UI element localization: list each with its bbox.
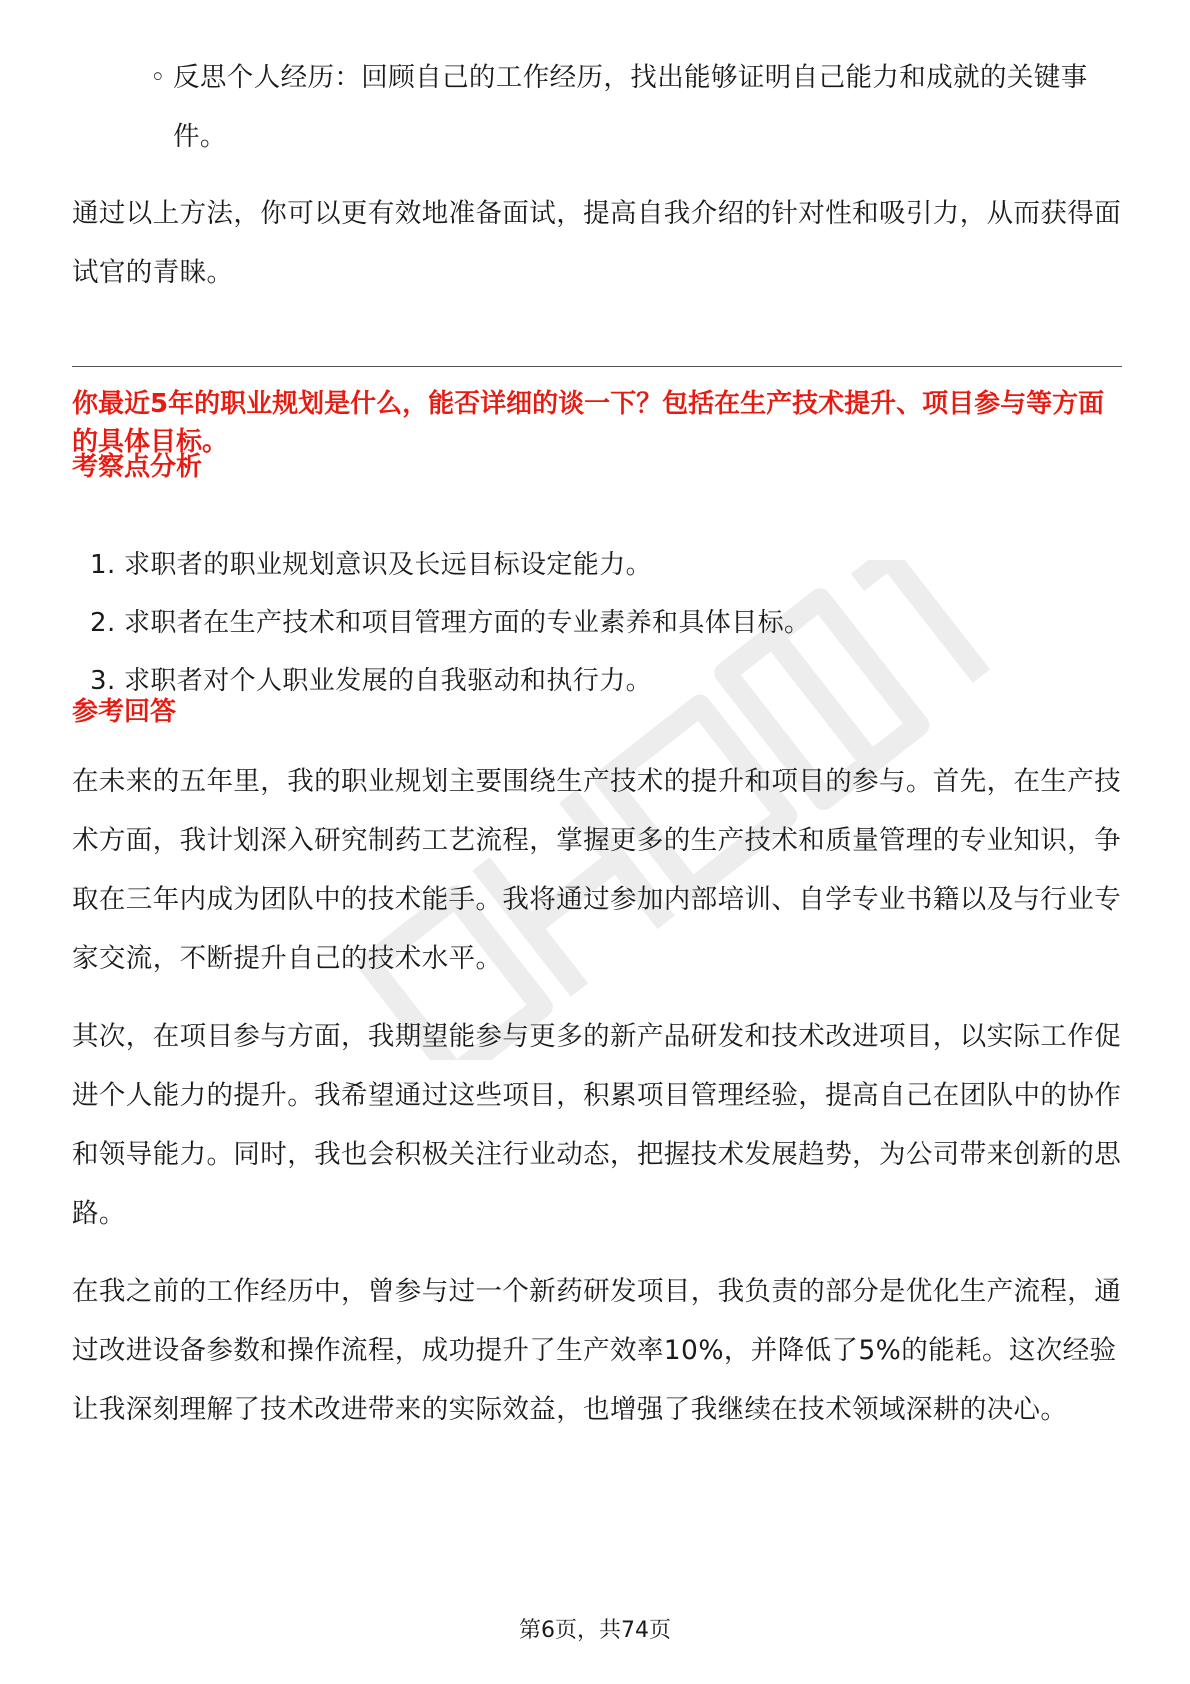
analysis-item-1 — [72, 546, 1122, 604]
answer-paragraph-1: 在未来的五年里，我的职业规划主要围绕生产技术的提升和项目的参与。首先，在生产技术方面，我计划深入研究制药工艺流程，掌握更多的生产技术和质量管理的专业知识，争取在三年内成为团队中的技术能手。我将通过参加内部培训、自学专业书籍以及与行业专家交流，不断提升自己的技术水平。 — [72, 766, 1122, 974]
answer-paragraph-3: 在我之前的工作经历中，曾参与过一个新药研发项目，我负责的部分是优化生产流程，通过改进设备参数和操作流程，成功提升了生产效率10%，并降低了5%的能耗。这次经验让我深刻理解了技术改进带来的实际效益，也增强了我继续在技术领域深耕的决心。 — [72, 1276, 1122, 1425]
item-text: 求职者对个人职业发展的自我驱动和执行力。 — [124, 666, 653, 696]
question-heading: 你最近5年的职业规划是什么，能否详细的谈一下？包括在生产技术提升、项目参与等方面的具体目标。 — [72, 389, 1105, 457]
conclusion-paragraph: 通过以上方法，你可以更有效地准备面试，提高自我介绍的针对性和吸引力，从而获得面试官的青睐。 — [72, 198, 1122, 288]
item-number: 3. — [90, 666, 116, 696]
analysis-heading: 考察点分析 — [72, 452, 203, 482]
bullet-list-item — [150, 48, 1110, 166]
bullet-marker: ◦ — [150, 62, 167, 93]
page-number-footer: 第6页，共74页 — [519, 1618, 671, 1643]
item-text: 求职者在生产技术和项目管理方面的专业素养和具体目标。 — [124, 608, 811, 638]
document-page — [72, 0, 1124, 1684]
section-divider — [72, 366, 1122, 367]
analysis-item-3 — [72, 662, 1122, 720]
answer-paragraph-2: 其次，在项目参与方面，我期望能参与更多的新产品研发和技术改进项目，以实际工作促进个人能力的提升。我希望通过这些项目，积累项目管理经验，提高自己在团队中的协作和领导能力。同时，我也会积极关注行业动态，把握技术发展趋势，为公司带来创新的思路。 — [72, 1021, 1122, 1229]
item-number: 1. — [90, 550, 116, 580]
item-number: 2. — [90, 608, 116, 638]
answer-heading: 参考回答 — [72, 697, 177, 727]
item-text: 求职者的职业规划意识及长远目标设定能力。 — [124, 550, 653, 580]
bullet-text: 反思个人经历：回顾自己的工作经历，找出能够证明自己能力和成就的关键事件。 — [173, 62, 1088, 152]
analysis-item-2 — [72, 604, 1122, 662]
analysis-list — [72, 546, 1122, 720]
